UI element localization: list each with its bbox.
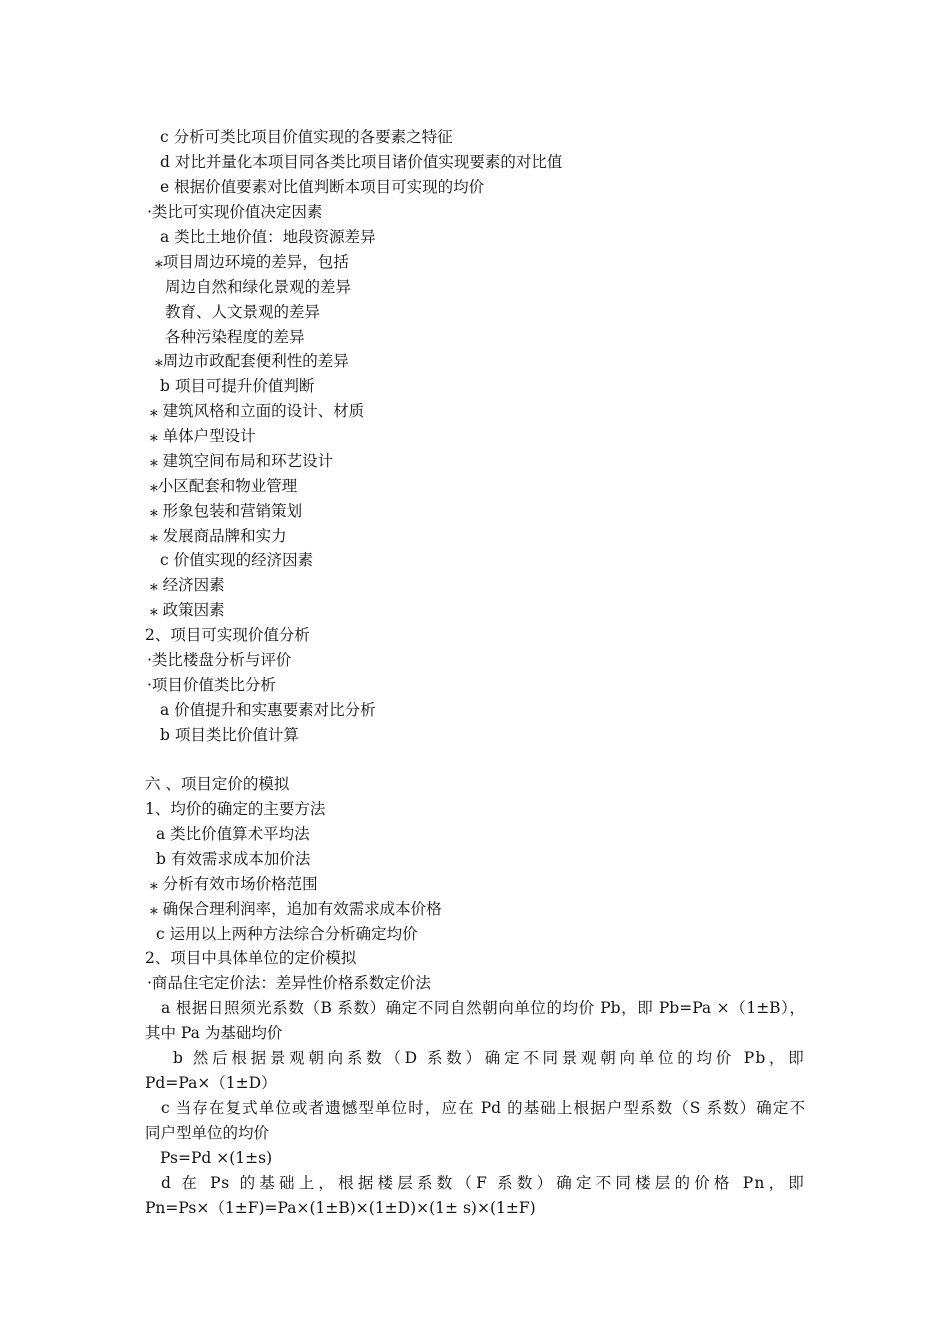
text-line: ⁎ 分析有效市场价格范围 [150,875,318,893]
text-line: ·项目价值类比分析 [147,676,276,694]
text-line: 其中 Pa 为基础均价 [145,1024,283,1042]
text-line: ⁎ 单体户型设计 [150,427,256,445]
section-heading: 六 、项目定价的模拟 [145,775,290,793]
text-line: ·类比可实现价值决定因素 [147,203,323,221]
text-line: 2、项目可实现价值分析 [145,626,310,644]
text-line: 教育、人文景观的差异 [165,303,321,321]
text-line: b 项目类比价值计算 [160,726,299,744]
text-line: 周边自然和绿化景观的差异 [165,278,352,296]
text-line: c 运用以上两种方法综合分析确定均价 [156,925,418,943]
text-line: 同户型单位的均价 [145,1124,270,1142]
text-line: b 有效需求成本加价法 [156,850,311,868]
text-line: a 类比土地价值：地段资源差异 [160,228,376,246]
text-line: ⁎ 确保合理利润率，追加有效需求成本价格 [150,900,442,918]
text-line: c 当存在复式单位或者遗憾型单位时，应在 Pd 的基础上根据户型系数（S 系数）确定不 [161,1099,805,1117]
text-line: ⁎ 形象包装和营销策划 [150,502,303,520]
text-line: 各种污染程度的差异 [165,328,305,346]
text-line: b 项目可提升价值判断 [160,377,315,395]
text-line: a 类比价值算术平均法 [156,825,310,843]
text-line: ⁎周边市政配套便利性的差异 [155,352,349,370]
text-line: d 在 Ps 的基础上，根据楼层系数（F 系数）确定不同楼层的价格 Pn，即 [161,1174,805,1192]
text-line: b 然后根据景观朝向系数（D 系数）确定不同景观朝向单位的均价 Pb，即 [173,1049,805,1067]
text-line: ·类比楼盘分析与评价 [147,651,292,669]
text-line: a 价值提升和实惠要素对比分析 [160,701,376,719]
text-line: c 价值实现的经济因素 [160,551,314,569]
text-line: ⁎ 经济因素 [150,576,225,594]
text-line: 2、项目中具体单位的定价模拟 [145,949,357,967]
text-line: ·商品住宅定价法：差异性价格系数定价法 [147,974,431,992]
text-line: 1、均价的确定的主要方法 [145,800,326,818]
text-line: Ps=Pd ×(1±s) [160,1149,273,1167]
text-line: d 对比并量化本项目同各类比项目诸价值实现要素的对比值 [160,153,563,171]
text-line: ⁎ 建筑空间布局和环艺设计 [150,452,334,470]
text-line: ⁎ 发展商品牌和实力 [150,527,287,545]
text-line: a 根据日照须光系数（B 系数）确定不同自然朝向单位的均价 Pb，即 Pb=Pa ×（1±B）， [161,999,805,1017]
text-line: c 分析可类比项目价值实现的各要素之特征 [160,128,453,146]
text-line: ⁎ 政策因素 [150,601,225,619]
text-line: e 根据价值要素对比值判断本项目可实现的均价 [160,178,485,196]
text-line: ⁎项目周边环境的差异，包括 [155,253,349,271]
text-line: ⁎小区配套和物业管理 [150,477,298,495]
text-line: Pd=Pa×（1±D） [145,1074,277,1092]
text-line: ⁎ 建筑风格和立面的设计、材质 [150,402,365,420]
text-line: Pn=Ps×（1±F)=Pa×(1±B)×(1±D)×(1± s)×(1±F) [145,1199,536,1217]
